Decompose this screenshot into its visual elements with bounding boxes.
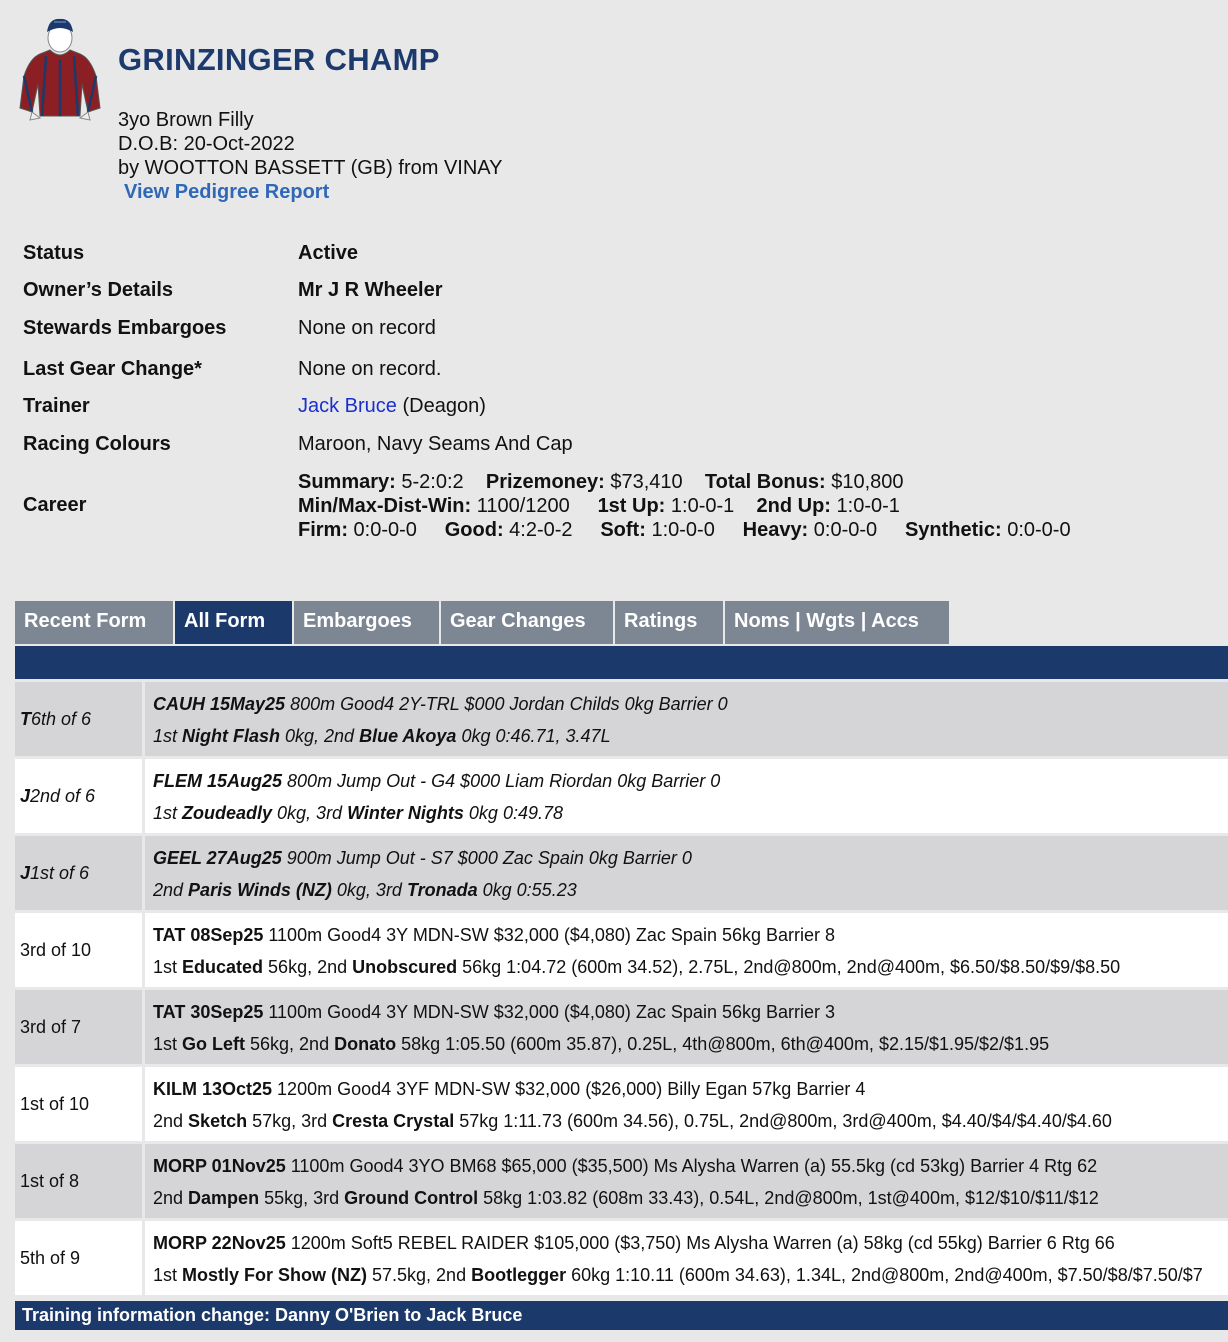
form-text: Dampen — [188, 1188, 260, 1208]
form-text: Winter Nights — [347, 803, 464, 823]
tab-noms-wgts-accs[interactable]: Noms | Wgts | Accs — [725, 601, 949, 644]
form-text: 56kg 1:04.72 (600m 34.52), 2.75L, 2nd@800m, 2nd@400m, $6.50/$8.50/$9/$8.50 — [457, 957, 1121, 977]
form-text: 900m Jump Out - S7 $000 Zac Spain 0kg Barrier 0 — [281, 848, 692, 868]
form-details — [145, 913, 1228, 987]
form-text: 0kg, 2nd — [280, 726, 360, 746]
horse-info — [118, 108, 503, 204]
colours-value: Maroon, Navy Seams And Cap — [298, 433, 573, 455]
prize-key: Prizemoney: — [485, 471, 605, 493]
form-row — [15, 1144, 1228, 1218]
good-key: Good: — [444, 519, 504, 541]
form-text: 1st — [153, 1034, 183, 1054]
form-position — [15, 1221, 145, 1295]
summary-key: Summary: — [298, 471, 396, 493]
form-tabs — [15, 601, 951, 644]
synthetic-key: Synthetic: — [904, 519, 1002, 541]
form-text: TAT 30Sep25 — [153, 1002, 264, 1022]
form-text: 2nd — [153, 880, 189, 900]
second-up-key: 2nd Up: — [756, 495, 831, 517]
embargo-label: Stewards Embargoes — [23, 317, 227, 339]
horse-name: GRINZINGER CHAMP — [118, 42, 440, 77]
form-position — [15, 759, 145, 833]
form-text: KILM 13Oct25 — [153, 1079, 273, 1099]
gear-change-label: Last Gear Change* — [23, 358, 202, 380]
form-text: 1100m Good4 3Y MDN-SW $32,000 ($4,080) Zac Spain 56kg Barrier 3 — [263, 1002, 836, 1022]
form-position-text: 3rd of 10 — [20, 939, 92, 960]
form-position-text: 1st of 8 — [20, 1170, 80, 1191]
form-row — [15, 990, 1228, 1064]
form-text: 57kg, 3rd — [247, 1111, 333, 1131]
first-up-key: 1st Up: — [597, 495, 666, 517]
summary-value: 5-2:0:2 — [395, 471, 464, 493]
form-position-text: 2nd of 6 — [30, 785, 96, 806]
race-result-line — [153, 799, 1228, 831]
form-text: 1200m Good4 3YF MDN-SW $32,000 ($26,000) Billy Egan 57kg Barrier 4 — [272, 1079, 866, 1099]
form-text: Go Left — [182, 1034, 246, 1054]
race-info-line — [153, 1152, 1228, 1184]
form-text: 0kg, 3rd — [331, 880, 407, 900]
form-text: 57.5kg, 2nd — [367, 1265, 472, 1285]
form-row — [15, 759, 1228, 833]
form-text: Ground Control — [344, 1188, 479, 1208]
prize-value: $73,410 — [604, 471, 683, 493]
status-label: Status — [23, 242, 85, 264]
form-details — [145, 1144, 1228, 1218]
form-text: 1200m Soft5 REBEL RAIDER $105,000 ($3,750) Ms Alysha Warren (a) 58kg (cd 55kg) Barrier 6 Rtg 66 — [285, 1233, 1115, 1253]
form-text: 58kg 1:05.50 (600m 35.87), 0.25L, 4th@800m, 6th@400m, $2.15/$1.95/$2/$1.95 — [396, 1034, 1050, 1054]
form-details — [145, 1221, 1228, 1295]
form-text: Tronada — [406, 880, 478, 900]
first-up-value: 1:0-0-1 — [665, 495, 735, 517]
heavy-value: 0:0-0-0 — [808, 519, 878, 541]
horse-breeding: by WOOTTON BASSETT (GB) from VINAY — [118, 157, 503, 179]
form-text: Donato — [334, 1034, 397, 1054]
race-result-line — [153, 953, 1228, 985]
second-up-value: 1:0-0-1 — [830, 495, 900, 517]
form-text: 2nd — [153, 1111, 189, 1131]
form-position-text: 3rd of 7 — [20, 1016, 82, 1037]
form-text: 800m Jump Out - G4 $000 Liam Riordan 0kg Barrier 0 — [282, 771, 721, 791]
form-details — [145, 759, 1228, 833]
form-text: MORP 01Nov25 — [153, 1156, 286, 1176]
form-text: 55kg, 3rd — [259, 1188, 345, 1208]
career-label: Career — [23, 494, 87, 516]
firm-value: 0:0-0-0 — [348, 519, 417, 541]
form-text: Zoudeadly — [182, 803, 273, 823]
owner-value: Mr J R Wheeler — [298, 279, 443, 301]
form-text: 2nd — [153, 1188, 189, 1208]
form-text: Bootlegger — [471, 1265, 567, 1285]
form-details — [145, 836, 1228, 910]
form-text: 56kg, 2nd — [245, 1034, 335, 1054]
race-info-line — [153, 844, 1228, 876]
race-result-line — [153, 1107, 1228, 1139]
colours-label: Racing Colours — [23, 433, 171, 455]
form-position-text: 5th of 9 — [20, 1247, 81, 1268]
form-text: 0kg, 3rd — [272, 803, 348, 823]
career-stats — [298, 470, 1071, 542]
form-text: 800m Good4 2Y-TRL $000 Jordan Childs 0kg Barrier 0 — [285, 694, 728, 714]
race-info-line — [153, 998, 1228, 1030]
form-text: 1st — [153, 1265, 183, 1285]
tab-embargoes[interactable]: Embargoes — [294, 601, 439, 644]
form-text: MORP 22Nov25 — [153, 1233, 286, 1253]
form-text: FLEM 15Aug25 — [153, 771, 283, 791]
form-row — [15, 913, 1228, 987]
form-position-text: 6th of 6 — [31, 708, 92, 729]
trainer-location: (Deagon) — [396, 395, 486, 417]
form-position — [15, 682, 145, 756]
soft-key: Soft: — [600, 519, 646, 541]
mmdw-value: 1100/1200 — [471, 495, 570, 517]
trainer-label: Trainer — [23, 395, 90, 417]
training-change-notice: Training information change: Danny O'Brien to Jack Bruce — [15, 1301, 1228, 1330]
form-position-text: 1st of 6 — [30, 862, 90, 883]
race-info-line — [153, 767, 1228, 799]
owner-label: Owner’s Details — [23, 279, 174, 301]
soft-value: 1:0-0-0 — [645, 519, 715, 541]
form-position — [15, 990, 145, 1064]
form-text: 56kg, 2nd — [263, 957, 353, 977]
tab-all-form[interactable]: All Form — [175, 601, 292, 644]
synthetic-value: 0:0-0-0 — [1001, 519, 1071, 541]
race-result-line — [153, 1030, 1228, 1062]
form-details — [145, 990, 1228, 1064]
embargo-value: None on record — [298, 317, 436, 339]
mmdw-key: Min/Max-Dist-Win: — [298, 495, 472, 517]
race-info-line — [153, 1075, 1228, 1107]
race-result-line — [153, 1184, 1228, 1216]
form-text: Night Flash — [182, 726, 281, 746]
race-info-line — [153, 690, 1228, 722]
form-text: Cresta Crystal — [332, 1111, 455, 1131]
form-tag: T — [20, 708, 31, 729]
form-text: 0kg 0:49.78 — [463, 803, 564, 823]
tab-gear-changes[interactable]: Gear Changes — [441, 601, 613, 644]
form-position — [15, 913, 145, 987]
form-tag: J — [20, 785, 31, 806]
race-result-line — [153, 1261, 1228, 1293]
race-result-line — [153, 722, 1228, 754]
form-text: 1100m Good4 3Y MDN-SW $32,000 ($4,080) Zac Spain 56kg Barrier 8 — [263, 925, 836, 945]
form-position-text: 1st of 10 — [20, 1093, 90, 1114]
form-table — [15, 682, 1228, 1298]
form-text: Paris Winds (NZ) — [188, 880, 332, 900]
form-text: Unobscured — [352, 957, 458, 977]
form-text: Educated — [182, 957, 264, 977]
status-value: Active — [298, 242, 359, 264]
firm-key: Firm: — [298, 519, 348, 541]
form-text: CAUH 15May25 — [153, 694, 286, 714]
tab-recent-form[interactable]: Recent Form — [15, 601, 173, 644]
heavy-key: Heavy: — [742, 519, 809, 541]
form-row — [15, 1221, 1228, 1295]
form-position — [15, 836, 145, 910]
form-position — [15, 1067, 145, 1141]
form-text: Blue Akoya — [359, 726, 457, 746]
form-text: 0kg 0:55.23 — [477, 880, 577, 900]
pedigree-report-link[interactable]: View Pedigree Report — [124, 181, 330, 203]
gear-change-value: None on record. — [298, 358, 442, 380]
form-tag: J — [20, 862, 31, 883]
racing-silks-icon — [18, 16, 102, 122]
form-row — [15, 836, 1228, 910]
form-details — [145, 682, 1228, 756]
bonus-value: $10,800 — [825, 471, 904, 493]
form-header-bar — [15, 646, 1228, 679]
form-text: 1st — [153, 957, 183, 977]
form-text: GEEL 27Aug25 — [153, 848, 282, 868]
race-result-line — [153, 876, 1228, 908]
good-value: 4:2-0-2 — [503, 519, 573, 541]
form-text: 0kg 0:46.71, 3.47L — [456, 726, 611, 746]
horse-dob: D.O.B: 20-Oct-2022 — [118, 133, 295, 155]
form-text: 57kg 1:11.73 (600m 34.56), 0.75L, 2nd@800m, 3rd@400m, $4.40/$4/$4.40/$4.60 — [454, 1111, 1112, 1131]
race-info-line — [153, 1229, 1228, 1261]
bonus-key: Total Bonus: — [704, 471, 826, 493]
horse-description: 3yo Brown Filly — [118, 109, 254, 131]
form-position — [15, 1144, 145, 1218]
form-text: 60kg 1:10.11 (600m 34.63), 1.34L, 2nd@800m, 2nd@400m, $7.50/$8/$7.50/$7 — [566, 1265, 1203, 1285]
form-text: 1st — [153, 726, 183, 746]
race-info-line — [153, 921, 1228, 953]
form-text: 58kg 1:03.82 (608m 33.43), 0.54L, 2nd@800m, 1st@400m, $12/$10/$11/$12 — [478, 1188, 1099, 1208]
form-row — [15, 1067, 1228, 1141]
tab-ratings[interactable]: Ratings — [615, 601, 723, 644]
form-details — [145, 1067, 1228, 1141]
trainer-link[interactable]: Jack Bruce — [298, 395, 397, 417]
form-text: Mostly For Show (NZ) — [182, 1265, 367, 1285]
form-text: 1st — [153, 803, 183, 823]
form-text: TAT 08Sep25 — [153, 925, 264, 945]
form-text: 1100m Good4 3YO BM68 $65,000 ($35,500) Ms Alysha Warren (a) 55.5kg (cd 53kg) Barrier 4 Rtg 62 — [285, 1156, 1098, 1176]
form-text: Sketch — [188, 1111, 248, 1131]
form-row — [15, 682, 1228, 756]
